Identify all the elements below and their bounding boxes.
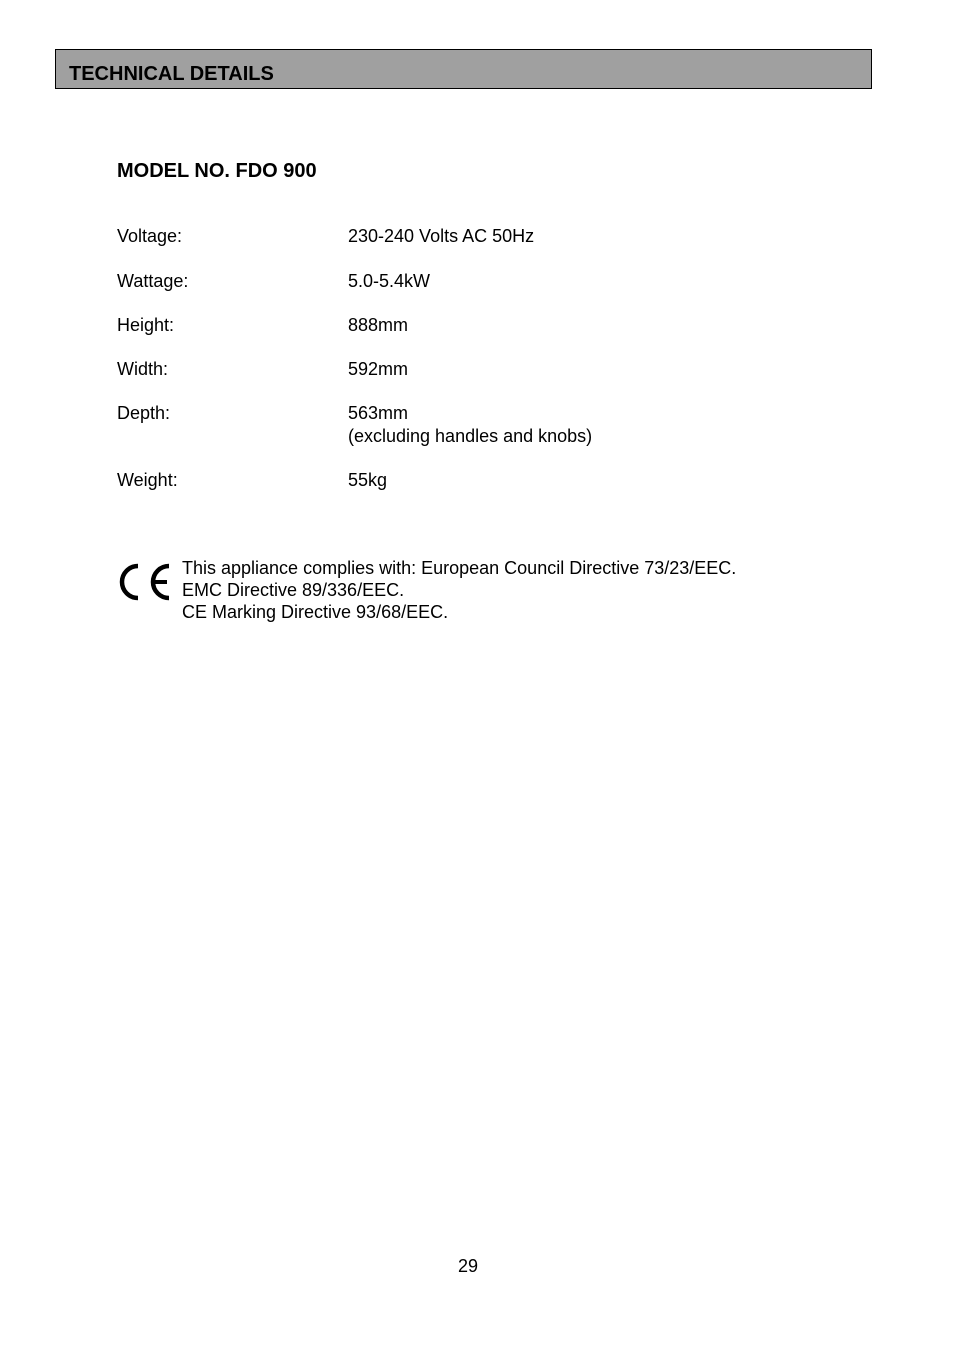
spec-label-wattage: Wattage: (117, 271, 189, 291)
spec-value-weight: 55kg (348, 470, 388, 490)
spec-label-width: Width: (117, 359, 169, 379)
model-title: MODEL NO. FDO 900 (117, 160, 317, 182)
spec-value-wattage: 5.0-5.4kW (348, 271, 431, 291)
spec-label-height: Height: (117, 315, 175, 335)
spec-value-voltage: 230-240 Volts AC 50Hz (348, 226, 535, 246)
spec-value-width: 592mm (348, 359, 409, 379)
section-title: TECHNICAL DETAILS (69, 63, 274, 85)
spec-label-voltage: Voltage: (117, 226, 183, 246)
spec-label-depth: Depth: (117, 403, 171, 423)
compliance-line: This appliance complies with: European Council Directive 73/23/EEC. (182, 558, 737, 578)
compliance-line: CE Marking Directive 93/68/EEC. (182, 602, 449, 622)
spec-label-weight: Weight: (117, 470, 178, 490)
section-header-bar (55, 49, 872, 89)
spec-value-depth: 563mm (348, 403, 409, 423)
page-number: 29 (457, 1256, 479, 1276)
spec-value-height: 888mm (348, 315, 409, 335)
ce-mark-icon (117, 561, 173, 603)
compliance-line: EMC Directive 89/336/EEC. (182, 580, 405, 600)
spec-note-depth: (excluding handles and knobs) (348, 426, 593, 446)
